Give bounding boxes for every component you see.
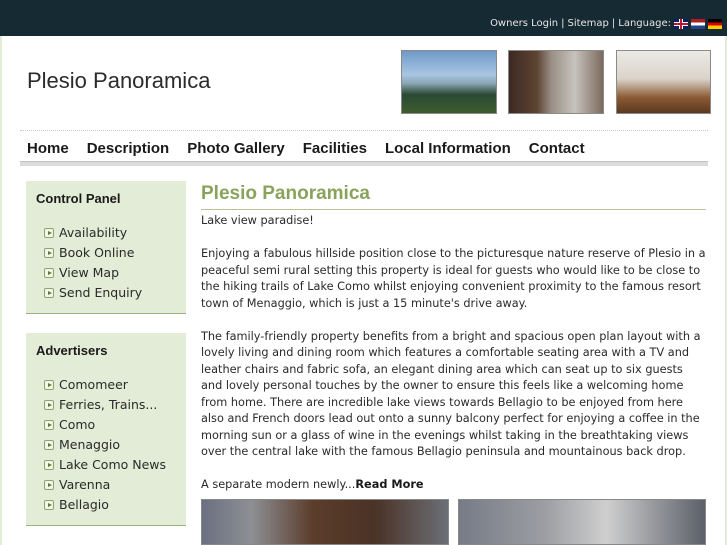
top-bar — [0, 0, 727, 36]
nav-facilities[interactable]: Facilities — [302, 140, 367, 157]
header-divider — [20, 130, 708, 131]
advertisers-panel — [26, 333, 186, 526]
advertisers-title: Advertisers — [36, 343, 108, 358]
site-title[interactable]: Plesio Panoramica — [27, 68, 211, 93]
page-frame-left — [0, 36, 2, 545]
description-paragraph: Enjoying a fabulous hillside position close to the picturesque nature reserve of Plesio in a peaceful semi rural setting this property is ideal for guests who would like to be close to the hiking trails of Lake Como whilst enjoying convenient proximity to the famous resort town of Menaggio, which is just a 15 minute's drive away. — [201, 247, 706, 310]
separator: | — [611, 18, 616, 29]
nav-photo-gallery[interactable]: Photo Gallery — [187, 140, 285, 157]
arrow-bullet-icon — [44, 288, 54, 298]
gallery-photo[interactable] — [458, 499, 706, 545]
gallery-photo[interactable] — [201, 499, 449, 545]
arrow-bullet-icon — [44, 400, 54, 410]
tagline: Lake view paradise! — [201, 214, 314, 227]
advertiser-item[interactable] — [44, 415, 186, 435]
control-panel-title: Control Panel — [36, 191, 121, 206]
nav-description[interactable]: Description — [86, 140, 170, 157]
arrow-bullet-icon — [44, 460, 54, 470]
advertiser-item[interactable] — [44, 495, 186, 515]
arrow-bullet-icon — [44, 420, 54, 430]
control-panel-item[interactable] — [44, 243, 186, 263]
advertiser-link[interactable]: Como — [59, 417, 96, 432]
arrow-bullet-icon — [44, 268, 54, 278]
control-panel — [26, 181, 186, 314]
excerpt-text: A separate modern newly... — [201, 478, 356, 491]
advertiser-item[interactable] — [44, 455, 186, 475]
nav-local-information[interactable]: Local Information — [384, 140, 511, 157]
advertiser-link[interactable]: Ferries, Trains... — [59, 397, 158, 412]
advertiser-item[interactable] — [44, 475, 186, 495]
advertiser-link[interactable]: Lake Como News — [59, 457, 167, 472]
arrow-bullet-icon — [44, 500, 54, 510]
book-online-link[interactable]: Book Online — [59, 245, 135, 260]
top-links — [490, 18, 722, 29]
read-more-link[interactable]: Read More — [355, 478, 424, 491]
arrow-bullet-icon — [44, 380, 54, 390]
advertiser-item[interactable] — [44, 435, 186, 455]
nav-home[interactable]: Home — [27, 140, 69, 157]
advertiser-link[interactable]: Varenna — [59, 477, 111, 492]
separator: | — [561, 18, 565, 29]
availability-link[interactable]: Availability — [59, 225, 128, 240]
control-panel-item[interactable] — [44, 263, 186, 283]
advertiser-link[interactable]: Bellagio — [59, 497, 109, 512]
page-title: Plesio Panoramica — [201, 183, 370, 204]
arrow-bullet-icon — [44, 228, 54, 238]
title-underline — [201, 209, 706, 210]
thumbnail-dining-room[interactable] — [616, 50, 711, 114]
sitemap-link[interactable]: Sitemap — [567, 18, 609, 29]
nav-underline — [20, 161, 708, 166]
nav-contact[interactable]: Contact — [528, 140, 585, 157]
description-paragraph: The family-friendly property benefits from a bright and spacious open plan layout with a lovely living and dining room which features a comfortable seating area with a TV and leather chairs and fabric sofa, an elegant dining area which can seat up to six guests and lovely personal touches by the owner to ensure this feels like a welcoming home from home. There are incredible lake views towards Bellagio to be enjoyed from here also and French doors lead out onto a sunny balcony perfect for enjoying a coffee in the morning sun or a glass of wine in the evenings whilst taking in the breathtaking views over the central lake with the famous Bellagio peninsula and mountainous back drop. — [201, 329, 701, 458]
send-enquiry-link[interactable]: Send Enquiry — [59, 285, 143, 300]
arrow-bullet-icon — [44, 440, 54, 450]
thumbnail-lake-view[interactable] — [401, 50, 497, 114]
view-map-link[interactable]: View Map — [59, 265, 120, 280]
main-nav — [27, 140, 603, 157]
control-panel-item[interactable] — [44, 283, 186, 303]
flag-uk-icon[interactable] — [674, 19, 688, 29]
flag-nl-icon[interactable] — [691, 19, 705, 29]
description-excerpt — [201, 477, 707, 494]
control-panel-item[interactable] — [44, 223, 186, 243]
advertiser-link[interactable]: Comomeer — [59, 377, 128, 392]
advertiser-link[interactable]: Menaggio — [59, 437, 121, 452]
thumbnail-living-room[interactable] — [508, 50, 604, 114]
arrow-bullet-icon — [44, 480, 54, 490]
owners-login-link[interactable]: Owners Login — [490, 18, 559, 29]
advertiser-item[interactable] — [44, 375, 186, 395]
arrow-bullet-icon — [44, 248, 54, 258]
language-label: Language: — [618, 18, 671, 29]
flag-de-icon[interactable] — [708, 19, 722, 29]
main-content — [201, 213, 707, 510]
advertiser-item[interactable] — [44, 395, 186, 415]
